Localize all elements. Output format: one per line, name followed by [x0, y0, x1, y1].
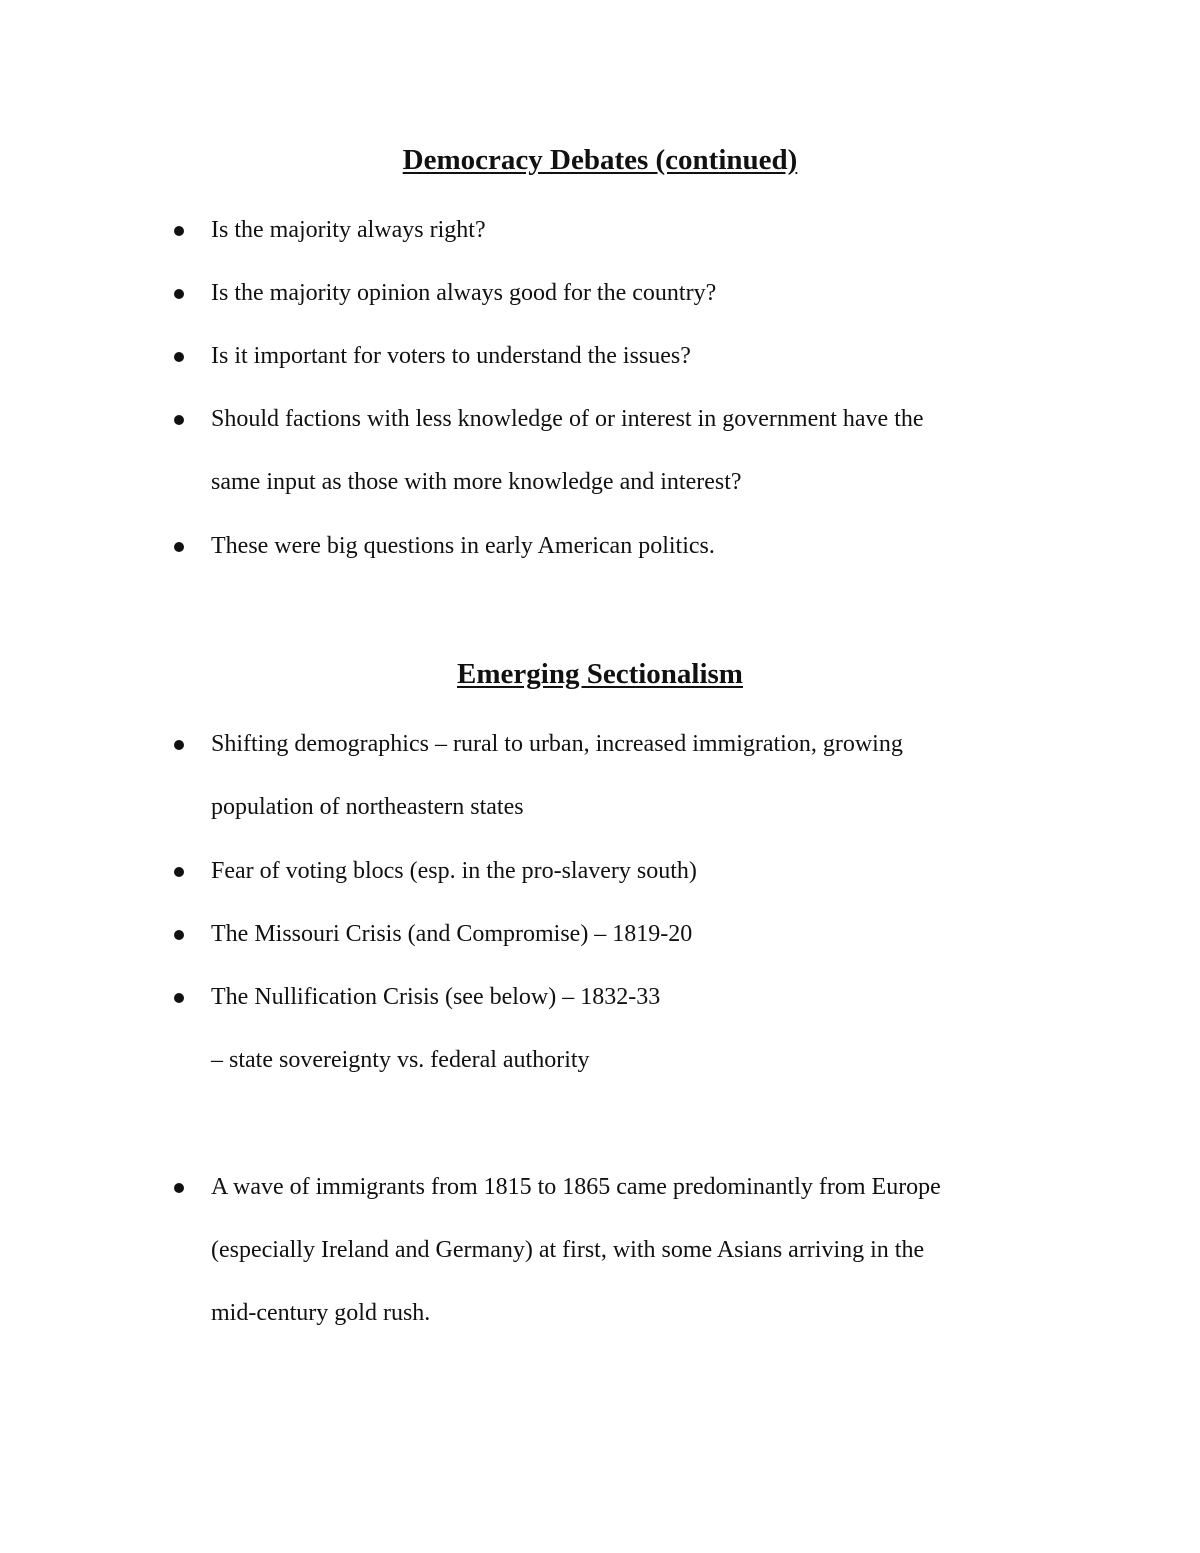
bullet-icon: [174, 226, 184, 236]
bullet-icon: [174, 993, 184, 1003]
bullet-icon: [174, 289, 184, 299]
list-item-continuation: same input as those with more knowledge and interest?: [211, 469, 742, 495]
bullet-icon: [174, 415, 184, 425]
list-item: These were big questions in early American politics.: [211, 533, 715, 559]
bullet-icon: [174, 1183, 184, 1193]
list-item: Is the majority always right?: [211, 217, 486, 243]
bullet-icon: [174, 352, 184, 362]
list-item: The Missouri Crisis (and Compromise) – 1819-20: [211, 921, 693, 947]
list-item: Fear of voting blocs (esp. in the pro-slavery south): [211, 858, 697, 884]
bullet-icon: [174, 930, 184, 940]
list-item: A wave of immigrants from 1815 to 1865 came predominantly from Europe: [211, 1174, 941, 1200]
section-title-emerging-sectionalism: Emerging Sectionalism: [457, 658, 743, 690]
list-item-continuation: – state sovereignty vs. federal authority: [211, 1047, 590, 1073]
bullet-icon: [174, 740, 184, 750]
bullet-icon: [174, 867, 184, 877]
list-item-continuation: (especially Ireland and Germany) at first, with some Asians arriving in the: [211, 1237, 925, 1263]
bullet-icon: [174, 542, 184, 552]
list-item: Is it important for voters to understand the issues?: [211, 343, 691, 369]
list-item: Should factions with less knowledge of or interest in government have the: [211, 406, 924, 432]
list-item: The Nullification Crisis (see below) – 1832-33: [211, 984, 661, 1010]
list-item-continuation: mid-century gold rush.: [211, 1300, 431, 1326]
list-item-continuation: population of northeastern states: [211, 794, 524, 820]
section-title-democracy-debates: Democracy Debates (continued): [402, 144, 798, 176]
list-item: Is the majority opinion always good for the country?: [211, 280, 717, 306]
list-item: Shifting demographics – rural to urban, increased immigration, growing: [211, 731, 903, 757]
